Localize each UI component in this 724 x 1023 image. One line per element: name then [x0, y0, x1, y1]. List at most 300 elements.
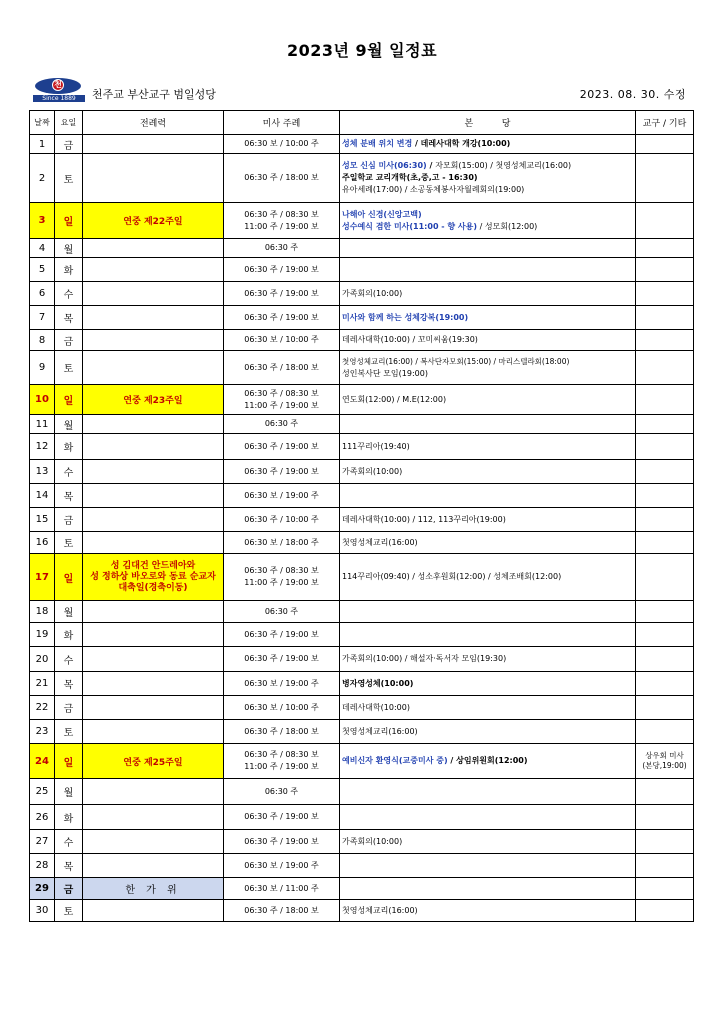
- weekday-cell: 토: [55, 351, 83, 385]
- event-text: 데레사대학(10:00): [342, 702, 410, 712]
- mass-cell: [224, 744, 340, 779]
- liturgy-cell: [83, 258, 224, 282]
- event-line: [342, 755, 633, 767]
- mass-time: 06:30 주 / 19:00 보: [244, 264, 319, 274]
- mass-time: 06:30 주 / 08:30 보: [244, 566, 319, 575]
- parish-events-cell: [340, 554, 636, 601]
- mass-time: 06:30 보 / 19:00 주: [244, 490, 319, 500]
- table-row: [30, 258, 694, 282]
- diocese-other-cell: [636, 900, 694, 922]
- diocese-other-cell: [636, 830, 694, 854]
- mass-time: 06:30 주 / 19:00 보: [244, 836, 319, 846]
- church-name: 천주교 부산교구 범일성당: [92, 88, 216, 101]
- mass-cell: [224, 434, 340, 460]
- day-cell: 29: [30, 878, 55, 900]
- parish-events-cell: [340, 484, 636, 508]
- weekday-cell: 화: [55, 623, 83, 647]
- day-cell: 18: [30, 601, 55, 623]
- mass-time: 06:30 주 / 08:30 보: [244, 750, 319, 759]
- weekday-cell: 화: [55, 258, 83, 282]
- event-text: 미사와 함께 하는 성체강복(19:00): [342, 312, 469, 322]
- event-text: 첫영성체교리(16:00): [342, 905, 418, 915]
- parish-events-cell: [340, 720, 636, 744]
- diocese-other-cell: [636, 554, 694, 601]
- parish-events-cell: [340, 508, 636, 532]
- event-line: [342, 726, 633, 738]
- weekday-cell: 수: [55, 830, 83, 854]
- day-cell: 9: [30, 351, 55, 385]
- table-row: [30, 601, 694, 623]
- liturgy-line: 성 김대건 안드레아와: [110, 560, 196, 571]
- mass-time: 06:30 보 / 10:00 주: [244, 702, 319, 712]
- weekday-cell: 월: [55, 779, 83, 805]
- event-line: [342, 571, 633, 583]
- schedule-table: [29, 110, 694, 922]
- diocese-other-cell: [636, 779, 694, 805]
- table-row: [30, 385, 694, 415]
- mass-time: 06:30 보 / 10:00 주: [244, 335, 319, 344]
- table-row: [30, 779, 694, 805]
- weekday-cell: 금: [55, 508, 83, 532]
- weekday-cell: 토: [55, 154, 83, 203]
- event-line: [342, 138, 633, 150]
- event-line: [342, 356, 633, 368]
- weekday-cell: 화: [55, 434, 83, 460]
- event-line: [342, 514, 633, 526]
- event-line: [342, 653, 633, 665]
- diocese-other-cell: [636, 878, 694, 900]
- mass-cell: [224, 672, 340, 696]
- liturgy-cell: [83, 484, 224, 508]
- diocese-other-cell: [636, 647, 694, 672]
- event-text: 유아세례(17:00) / 소공동체봉사자월례회의(19:00): [342, 185, 525, 194]
- event-line: [342, 312, 633, 324]
- event-line: [342, 209, 633, 221]
- liturgy-cell: [83, 830, 224, 854]
- event-text: 연도회(12:00) / M.E(12:00): [342, 394, 447, 404]
- parish-events-cell: [340, 415, 636, 434]
- header-other: 교구 / 기타: [636, 111, 694, 135]
- mass-time: 06:30 주 / 08:30 보: [244, 209, 319, 219]
- parish-events-cell: [340, 385, 636, 415]
- table-row: [30, 744, 694, 779]
- weekday-cell: 금: [55, 696, 83, 720]
- liturgy-cell: 한 가 위: [83, 878, 224, 900]
- day-cell: 15: [30, 508, 55, 532]
- mass-time: 11:00 주 / 19:00 보: [244, 762, 319, 771]
- parish-events-cell: [340, 135, 636, 154]
- diocese-other-cell: [636, 154, 694, 203]
- mass-cell: [224, 258, 340, 282]
- event-line: [342, 160, 633, 172]
- liturgy-cell: [83, 306, 224, 330]
- mass-time: 06:30 보 / 19:00 주: [244, 678, 319, 688]
- event-text: 예비신자 환영식(교중미사 중): [342, 756, 448, 765]
- table-row: [30, 135, 694, 154]
- mass-cell: [224, 239, 340, 258]
- table-row: [30, 672, 694, 696]
- weekday-cell: 화: [55, 805, 83, 830]
- other-line: 상우회 미사: [645, 751, 684, 760]
- table-row: [30, 554, 694, 601]
- mass-cell: [224, 830, 340, 854]
- mass-cell: [224, 854, 340, 878]
- mass-cell: [224, 601, 340, 623]
- header-dow: 요일: [55, 111, 83, 135]
- parish-events-cell: [340, 854, 636, 878]
- mass-cell: [224, 306, 340, 330]
- diocese-other-cell: [636, 239, 694, 258]
- diocese-other-cell: [636, 532, 694, 554]
- day-cell: 27: [30, 830, 55, 854]
- table-row: [30, 282, 694, 306]
- day-cell: 21: [30, 672, 55, 696]
- diocese-other-cell: [636, 460, 694, 484]
- parish-events-cell: [340, 434, 636, 460]
- event-text: 114꾸리아(09:40) / 성소후원회(12:00) / 성체조배회(12:00): [342, 572, 562, 581]
- mass-cell: [224, 330, 340, 351]
- event-line: [342, 221, 633, 233]
- mass-time: 06:30 주 / 18:00 보: [244, 726, 319, 736]
- parish-events-cell: [340, 696, 636, 720]
- mass-cell: [224, 203, 340, 239]
- parish-events-cell: [340, 203, 636, 239]
- diocese-other-cell: [636, 696, 694, 720]
- day-cell: 23: [30, 720, 55, 744]
- event-text: 가족회의(10:00): [342, 288, 403, 298]
- diocese-other-cell: [636, 672, 694, 696]
- other-line: (본당,19:00): [642, 761, 687, 770]
- mass-time: 11:00 주 / 19:00 보: [244, 221, 319, 231]
- liturgy-cell: [83, 460, 224, 484]
- mass-time: 06:30 주 / 19:00 보: [244, 654, 319, 663]
- event-text: 가족회의(10:00): [342, 466, 403, 476]
- event-text: 병자영성체(10:00): [342, 678, 414, 688]
- event-text: 성모 신심 미사(06:30): [342, 161, 427, 170]
- event-text: 첫영성체교리(16:00) / 복사단자모회(15:00) / 마리스텔라회(18:00): [342, 356, 570, 366]
- diocese-logo: [33, 78, 85, 102]
- table-row: [30, 203, 694, 239]
- liturgy-cell: [83, 351, 224, 385]
- parish-events-cell: [340, 306, 636, 330]
- event-text: 첫영성체교리(16:00): [342, 726, 418, 736]
- mass-time: 06:30 주 / 18:00 보: [244, 173, 319, 182]
- weekday-cell: 수: [55, 460, 83, 484]
- logo-emblem-icon: 천: [35, 78, 81, 94]
- day-cell: 25: [30, 779, 55, 805]
- diocese-other-cell: [636, 744, 694, 779]
- event-line: [342, 836, 633, 848]
- table-row: [30, 239, 694, 258]
- liturgy-cell: [83, 554, 224, 601]
- event-line: [342, 466, 633, 478]
- liturgy-cell: [83, 623, 224, 647]
- table-row: [30, 900, 694, 922]
- header-day: 날짜: [30, 111, 55, 135]
- table-row: [30, 306, 694, 330]
- mass-time: 06:30 주 / 18:00 보: [244, 905, 319, 915]
- weekday-cell: 목: [55, 484, 83, 508]
- diocese-other-cell: [636, 282, 694, 306]
- diocese-other-cell: [636, 623, 694, 647]
- event-line: [342, 441, 633, 453]
- liturgy-cell: [83, 415, 224, 434]
- event-line: [342, 678, 633, 690]
- diocese-other-cell: [636, 415, 694, 434]
- event-line: [342, 288, 633, 300]
- event-text: / 데레사대학 개강(10:00): [412, 139, 511, 148]
- event-line: [342, 334, 633, 346]
- liturgy-cell: [83, 239, 224, 258]
- liturgy-cell: [83, 532, 224, 554]
- event-text: 111꾸리아(19:40): [342, 441, 410, 451]
- day-cell: 26: [30, 805, 55, 830]
- page-title: 2023년 9월 일정표: [286, 41, 438, 60]
- parish-events-cell: [340, 351, 636, 385]
- event-line: [342, 702, 633, 714]
- mass-time: 06:30 주 / 19:00 보: [244, 812, 319, 821]
- mass-cell: [224, 532, 340, 554]
- liturgy-cell: [83, 805, 224, 830]
- table-row: [30, 154, 694, 203]
- mass-cell: [224, 878, 340, 900]
- liturgy-cell: [83, 135, 224, 154]
- event-text: 주일학교 교리개학(초,중,고 - 16:30): [342, 173, 478, 182]
- day-cell: 12: [30, 434, 55, 460]
- liturgy-cell: [83, 154, 224, 203]
- day-cell: 20: [30, 647, 55, 672]
- table-row: [30, 434, 694, 460]
- parish-events-cell: [340, 460, 636, 484]
- mass-cell: [224, 484, 340, 508]
- parish-events-cell: [340, 672, 636, 696]
- weekday-cell: 일: [55, 744, 83, 779]
- weekday-cell: 금: [55, 135, 83, 154]
- mass-cell: [224, 351, 340, 385]
- liturgy-cell: [83, 330, 224, 351]
- day-cell: 11: [30, 415, 55, 434]
- liturgy-cell: [83, 434, 224, 460]
- day-cell: 30: [30, 900, 55, 922]
- event-text: 데레사대학(10:00) / 꼬미씨움(19:30): [342, 335, 478, 344]
- event-line: [342, 394, 633, 406]
- parish-events-cell: [340, 330, 636, 351]
- revision-date: 2023. 08. 30. 수정: [579, 88, 686, 101]
- table-row: [30, 720, 694, 744]
- weekday-cell: 금: [55, 330, 83, 351]
- parish-events-cell: [340, 744, 636, 779]
- mass-time: 06:30 주 / 08:30 보: [244, 388, 319, 398]
- table-row: [30, 696, 694, 720]
- mass-cell: [224, 900, 340, 922]
- liturgy-cell: 연중 제25주일: [83, 744, 224, 779]
- diocese-other-cell: [636, 306, 694, 330]
- diocese-other-cell: [636, 854, 694, 878]
- liturgy-cell: [83, 508, 224, 532]
- diocese-other-cell: [636, 258, 694, 282]
- diocese-other-cell: [636, 805, 694, 830]
- mass-cell: [224, 623, 340, 647]
- mass-time: 06:30 주 / 19:00 보: [244, 288, 319, 298]
- liturgy-cell: [83, 282, 224, 306]
- diocese-other-cell: [636, 351, 694, 385]
- diocese-other-cell: [636, 135, 694, 154]
- day-cell: 5: [30, 258, 55, 282]
- parish-events-cell: [340, 900, 636, 922]
- weekday-cell: 목: [55, 306, 83, 330]
- table-row: [30, 351, 694, 385]
- parish-events-cell: [340, 601, 636, 623]
- table-row: [30, 508, 694, 532]
- weekday-cell: 월: [55, 415, 83, 434]
- table-row: [30, 830, 694, 854]
- mass-cell: [224, 508, 340, 532]
- diocese-other-cell: [636, 203, 694, 239]
- event-line: [342, 368, 633, 380]
- mass-cell: [224, 282, 340, 306]
- event-text: 성체 분배 위치 변경: [342, 139, 413, 148]
- weekday-cell: 수: [55, 282, 83, 306]
- day-cell: 17: [30, 554, 55, 601]
- parish-events-cell: [340, 878, 636, 900]
- weekday-cell: 금: [55, 878, 83, 900]
- mass-cell: [224, 647, 340, 672]
- diocese-other-cell: [636, 720, 694, 744]
- mass-cell: [224, 385, 340, 415]
- event-text: 자모회(15:00) / 첫영성체교리(16:00): [435, 161, 572, 170]
- weekday-cell: 월: [55, 239, 83, 258]
- table-header-row: [30, 111, 694, 135]
- event-text: / 성모회(12:00): [477, 221, 538, 231]
- liturgy-line: 성 정하상 바오로와 동료 순교자: [90, 571, 216, 582]
- parish-events-cell: [340, 647, 636, 672]
- parish-events-cell: [340, 154, 636, 203]
- day-cell: 7: [30, 306, 55, 330]
- mass-time: 06:30 주: [264, 419, 299, 428]
- mass-time: 06:30 주: [264, 606, 299, 616]
- parish-events-cell: [340, 805, 636, 830]
- mass-cell: [224, 135, 340, 154]
- day-cell: 1: [30, 135, 55, 154]
- parish-events-cell: [340, 623, 636, 647]
- event-text: 성인복사단 모임(19:00): [342, 368, 428, 378]
- mass-time: 06:30 주 / 10:00 주: [244, 514, 319, 524]
- event-text: / 상임위원회(12:00): [447, 756, 528, 765]
- table-row: [30, 532, 694, 554]
- liturgy-cell: [83, 647, 224, 672]
- event-text: 가족회의(10:00) / 해설자·독서자 모임(19:30): [342, 654, 507, 663]
- weekday-cell: 토: [55, 532, 83, 554]
- event-text: /: [426, 161, 436, 170]
- event-text: 성수예식 겸한 미사(11:00 - 향 사용): [342, 221, 478, 231]
- mass-time: 11:00 주 / 19:00 보: [244, 400, 319, 410]
- weekday-cell: 목: [55, 672, 83, 696]
- mass-time: 06:30 보 / 11:00 주: [244, 883, 319, 893]
- day-cell: 8: [30, 330, 55, 351]
- table-row: [30, 805, 694, 830]
- day-cell: 13: [30, 460, 55, 484]
- mass-time: 06:30 주: [264, 243, 299, 252]
- mass-cell: [224, 696, 340, 720]
- parish-events-cell: [340, 779, 636, 805]
- mass-time: 06:30 보 / 10:00 주: [244, 139, 319, 148]
- mass-cell: [224, 460, 340, 484]
- day-cell: 19: [30, 623, 55, 647]
- mass-cell: [224, 720, 340, 744]
- table-row: [30, 330, 694, 351]
- parish-events-cell: [340, 830, 636, 854]
- parish-events-cell: [340, 282, 636, 306]
- table-row: [30, 415, 694, 434]
- mass-time: 11:00 주 / 19:00 보: [244, 578, 319, 587]
- day-cell: 14: [30, 484, 55, 508]
- weekday-cell: 일: [55, 554, 83, 601]
- mass-time: 06:30 주: [264, 786, 299, 796]
- event-text: 데레사대학(10:00) / 112, 113꾸리아(19:00): [342, 514, 506, 524]
- table-row: [30, 484, 694, 508]
- table-row: [30, 878, 694, 900]
- day-cell: 6: [30, 282, 55, 306]
- diocese-other-cell: [636, 484, 694, 508]
- event-line: [342, 172, 633, 184]
- day-cell: 2: [30, 154, 55, 203]
- event-line: [342, 905, 633, 917]
- header-liturgy: 전례력: [83, 111, 224, 135]
- event-text: 첫영성체교리(16:00): [342, 537, 418, 547]
- parish-events-cell: [340, 239, 636, 258]
- mass-cell: [224, 154, 340, 203]
- mass-time: 06:30 주 / 19:00 보: [244, 441, 319, 451]
- day-cell: 22: [30, 696, 55, 720]
- mass-cell: [224, 805, 340, 830]
- parish-events-cell: [340, 258, 636, 282]
- mass-time: 06:30 주 / 19:00 보: [244, 312, 319, 322]
- weekday-cell: 일: [55, 203, 83, 239]
- weekday-cell: 목: [55, 854, 83, 878]
- liturgy-cell: [83, 854, 224, 878]
- liturgy-cell: 연중 제22주일: [83, 203, 224, 239]
- day-cell: 24: [30, 744, 55, 779]
- liturgy-cell: [83, 696, 224, 720]
- mass-cell: [224, 779, 340, 805]
- day-cell: 3: [30, 203, 55, 239]
- schedule-body: [30, 135, 694, 922]
- table-row: [30, 460, 694, 484]
- table-row: [30, 623, 694, 647]
- liturgy-line: 대축일(경축이동): [118, 582, 188, 593]
- mass-time: 06:30 주 / 18:00 보: [244, 362, 319, 372]
- day-cell: 10: [30, 385, 55, 415]
- table-row: [30, 854, 694, 878]
- event-line: [342, 184, 633, 196]
- event-text: 가족회의(10:00): [342, 836, 403, 846]
- liturgy-cell: [83, 900, 224, 922]
- liturgy-cell: [83, 720, 224, 744]
- weekday-cell: 토: [55, 900, 83, 922]
- diocese-other-cell: [636, 434, 694, 460]
- diocese-other-cell: [636, 330, 694, 351]
- day-cell: 16: [30, 532, 55, 554]
- day-cell: 28: [30, 854, 55, 878]
- mass-time: 06:30 주 / 19:00 보: [244, 629, 319, 639]
- diocese-other-cell: [636, 601, 694, 623]
- parish-events-cell: [340, 532, 636, 554]
- weekday-cell: 토: [55, 720, 83, 744]
- liturgy-cell: 연중 제23주일: [83, 385, 224, 415]
- mass-cell: [224, 554, 340, 601]
- weekday-cell: 일: [55, 385, 83, 415]
- header-mass: 미사 주례: [224, 111, 340, 135]
